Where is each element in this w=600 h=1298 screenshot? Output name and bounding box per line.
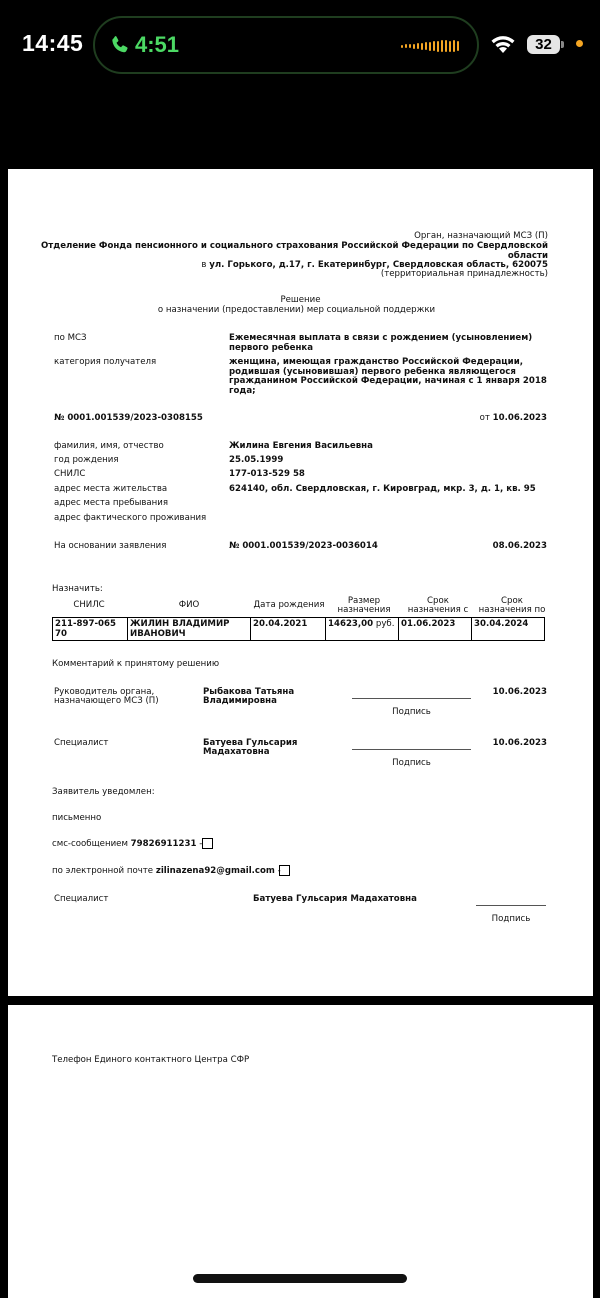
document-page-1 xyxy=(8,169,593,996)
wifi-icon xyxy=(490,34,516,54)
assignment-table xyxy=(52,617,545,641)
org-name-line1: Отделение Фонда пенсионного и социального страхования Российской Федерации по Свердловской xyxy=(40,241,548,251)
stay-address-label: адрес места пребывания xyxy=(54,498,169,508)
specialist-date: 10.06.2023 xyxy=(492,738,547,748)
birth-value: 25.05.1999 xyxy=(229,455,284,465)
doc-subtitle: о назначении (предоставлении) мер социальной поддержки xyxy=(157,305,436,315)
head-signature-label: Подпись xyxy=(392,707,431,717)
specialist-signature-label: Подпись xyxy=(392,758,431,768)
sms-phone: 79826911231 xyxy=(130,839,197,849)
col-to-header1: Срок xyxy=(501,596,523,606)
final-signature-line xyxy=(476,905,546,906)
address-label: адрес места жительства xyxy=(54,484,168,494)
row-snils xyxy=(53,618,128,641)
specialist-signature-line xyxy=(352,749,471,750)
col-from-header1: Срок xyxy=(427,596,449,606)
final-specialist-label: Специалист xyxy=(54,894,109,904)
specialist-label: Специалист xyxy=(54,738,109,748)
sms-label: смс-сообщением xyxy=(52,839,128,849)
fio-label: фамилия, имя, отчество xyxy=(54,441,164,451)
category-line4: года; xyxy=(229,386,256,396)
final-specialist-name: Батуева Гульсария Мадахатовна xyxy=(253,894,417,904)
row-fio-part2: ИВАНОВИЧ xyxy=(130,629,186,639)
head-name-line2: Владимировна xyxy=(203,696,277,706)
row-snils-part2: 70 xyxy=(55,629,67,639)
msz-value-line1: Ежемесячная выплата в связи с рождением (усыновлением) xyxy=(229,333,533,343)
col-amount-header1: Размер xyxy=(347,596,381,606)
head-signature-line xyxy=(352,698,471,699)
actual-address-label: адрес фактического проживания xyxy=(54,513,207,523)
row-amount-value: 14623,00 xyxy=(328,619,374,629)
email-checkbox[interactable] xyxy=(279,865,290,876)
assign-label: Назначить: xyxy=(52,584,103,594)
row-snils-part1: 211-897-065 xyxy=(55,619,116,629)
comment-label: Комментарий к принятому решению xyxy=(52,659,220,669)
notify-email xyxy=(52,866,281,876)
decision-date-value: 10.06.2023 xyxy=(492,413,547,423)
category-line2: родившая (усыновившая) первого ребенка являющегося xyxy=(229,367,516,377)
address-residence-value: 624140, обл. Свердловская, г. Кировград, мкр. 3, д. 1, кв. 95 xyxy=(229,484,536,494)
row-from: 01.06.2023 xyxy=(399,618,472,641)
head-date: 10.06.2023 xyxy=(492,687,547,697)
home-indicator[interactable] xyxy=(193,1274,407,1283)
row-fio-part1: ЖИЛИН ВЛАДИМИР xyxy=(130,619,230,629)
contact-center-label: Телефон Единого контактного Центра СФР xyxy=(52,1055,250,1065)
email-value: zilinazena92@gmail.com xyxy=(155,866,275,876)
battery-tip xyxy=(561,41,564,48)
final-signature-label: Подпись xyxy=(491,914,531,924)
snils-label: СНИЛС xyxy=(54,469,86,479)
sms-checkbox[interactable] xyxy=(202,838,213,849)
call-duration: 4:51 xyxy=(135,32,180,57)
decision-number: № 0001.001539/2023-0308155 xyxy=(54,413,203,423)
col-from-header2: назначения с xyxy=(407,605,469,615)
application-number: № 0001.001539/2023-0036014 xyxy=(229,541,378,551)
col-to-header2: назначения по xyxy=(478,605,546,615)
audio-wave-icon xyxy=(401,40,459,52)
head-label-line1: Руководитель органа, xyxy=(54,687,155,697)
notify-written: письменно xyxy=(52,813,102,823)
row-fio xyxy=(128,618,251,641)
row-to: 30.04.2024 xyxy=(472,618,545,641)
specialist-name-line2: Мадахатовна xyxy=(203,747,270,757)
row-amount-currency: руб. xyxy=(375,619,395,629)
email-label: по электронной почте xyxy=(52,866,154,876)
col-fio-header: ФИО xyxy=(178,600,200,610)
category-label: категория получателя xyxy=(54,357,157,367)
row-amount xyxy=(326,618,399,641)
address-value: ул. Горького, д.17, г. Екатеринбург, Свердловская область, 620075 xyxy=(209,260,548,270)
head-label-line2: назначающего МСЗ (П) xyxy=(54,696,159,706)
application-date: 08.06.2023 xyxy=(492,541,547,551)
active-call-pill[interactable] xyxy=(93,16,479,74)
msz-label: по МСЗ xyxy=(54,333,87,343)
privacy-indicator xyxy=(576,40,583,47)
territorial-label: (территориальная принадлежность) xyxy=(380,269,548,279)
category-line3: гражданином Российской Федерации, начиная с 1 января 2018 xyxy=(229,376,547,386)
address-prefix: в xyxy=(201,260,207,270)
phone-icon xyxy=(109,33,131,57)
birth-label: год рождения xyxy=(54,455,119,465)
sms-dash: - xyxy=(199,839,203,849)
fio-value: Жилина Евгения Васильевна xyxy=(229,441,373,451)
decision-date xyxy=(480,413,547,423)
battery-icon: 32 xyxy=(527,35,560,54)
col-amount-header2: назначения xyxy=(337,605,391,615)
col-snils-header: СНИЛС xyxy=(73,600,105,610)
table-row xyxy=(53,618,545,641)
notify-label: Заявитель уведомлен: xyxy=(52,787,155,797)
status-time: 14:45 xyxy=(22,30,84,56)
col-birth-header: Дата рождения xyxy=(253,600,325,610)
org-label: Орган, назначающий МСЗ (П) xyxy=(414,231,548,241)
row-birth: 20.04.2021 xyxy=(251,618,326,641)
snils-value: 177-013-529 58 xyxy=(229,469,305,479)
document-page-2 xyxy=(8,1005,593,1298)
msz-value-line2: первого ребенка xyxy=(229,343,314,353)
org-name-line2: области xyxy=(507,251,548,261)
category-line1: женщина, имеющая гражданство Российской Федерации, xyxy=(229,357,523,367)
doc-title: Решение xyxy=(280,295,321,305)
decision-date-prefix: от xyxy=(479,413,490,423)
email-dash: - xyxy=(277,866,281,876)
application-label: На основании заявления xyxy=(54,541,167,551)
specialist-name-line1: Батуева Гульсария xyxy=(203,738,298,748)
notify-sms xyxy=(52,839,202,849)
head-name-line1: Рыбакова Татьяна xyxy=(203,687,295,697)
